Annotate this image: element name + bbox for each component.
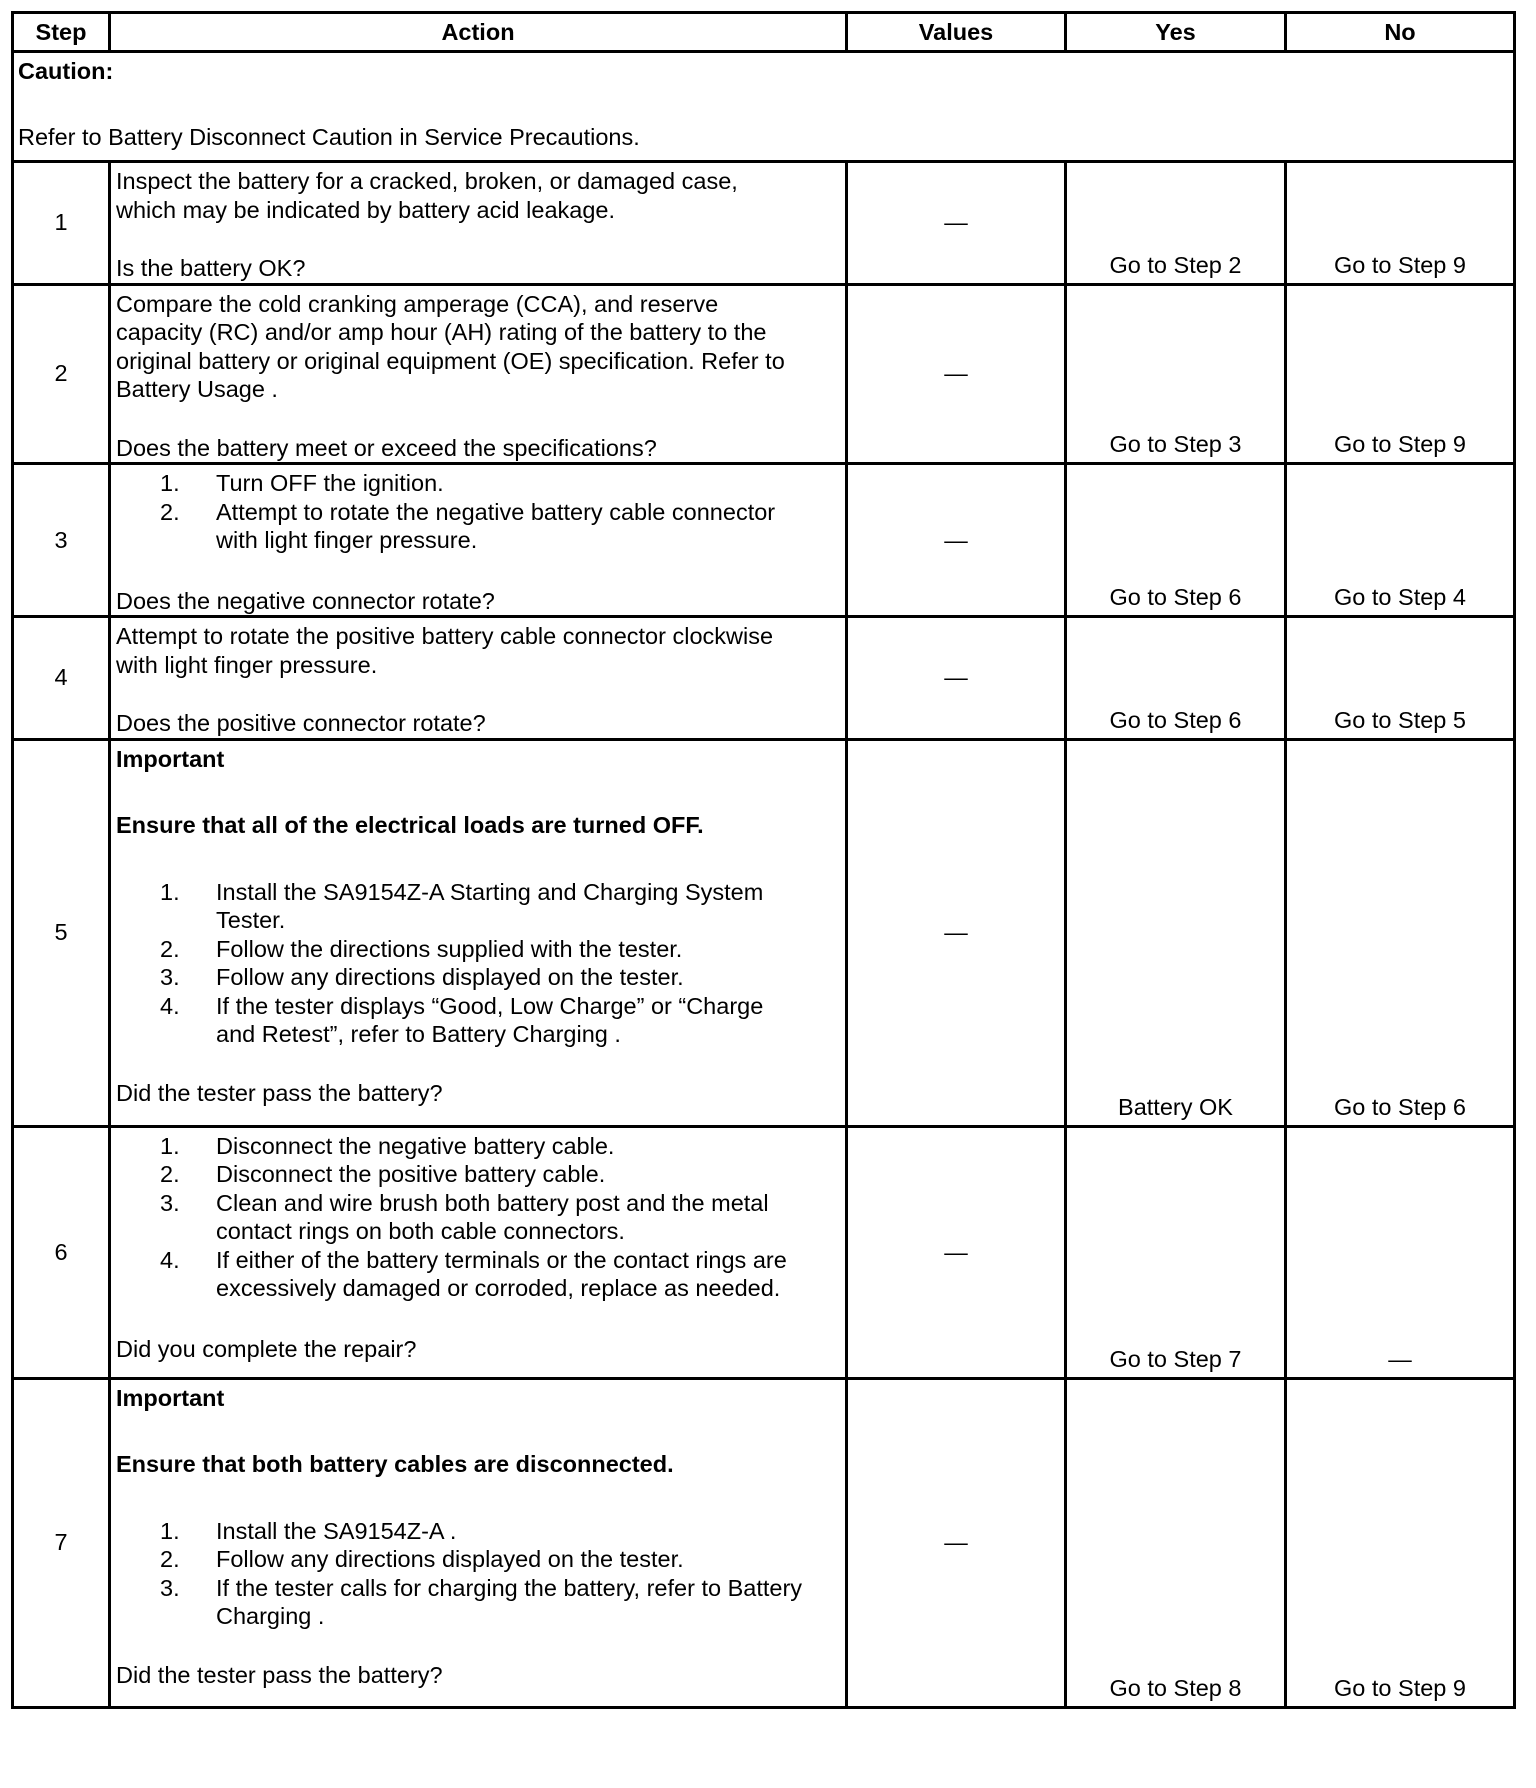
header-row <box>13 13 1515 52</box>
action-text: capacity (RC) and/or amp hour (AH) rating of the battery to the <box>116 319 767 345</box>
action-question: Did you complete the repair? <box>116 1335 417 1362</box>
important-text: Ensure that both battery cables are disconnected. <box>116 1451 674 1477</box>
list-number: 2. <box>160 935 180 962</box>
list-item <box>116 1545 841 1574</box>
list-text: Follow any directions displayed on the tester. <box>216 1546 684 1572</box>
list-item <box>116 878 841 935</box>
action-cell <box>110 739 847 1126</box>
list-text: If either of the battery terminals or the contact rings are <box>216 1246 787 1273</box>
list-item <box>116 1132 841 1161</box>
list-number: 1. <box>160 878 180 905</box>
header-values: Values <box>847 13 1066 52</box>
header-action: Action <box>110 13 847 52</box>
caution-title: Caution: <box>18 58 114 84</box>
list-number: 3. <box>160 1574 180 1601</box>
list-item <box>116 935 841 964</box>
list-text: Install the SA9154Z-A Starting and Charging System <box>216 878 764 905</box>
values-cell: — <box>847 1126 1066 1378</box>
action-question: Did the tester pass the battery? <box>116 1661 443 1688</box>
table-row <box>13 1126 1515 1378</box>
list-text: Disconnect the positive battery cable. <box>216 1161 606 1187</box>
table-row <box>13 1378 1515 1707</box>
header-no: No <box>1286 13 1515 52</box>
yes-result: Go to Step 2 <box>1066 162 1286 285</box>
values-cell: — <box>847 1378 1066 1707</box>
step-number: 4 <box>13 617 110 740</box>
action-text: Compare the cold cranking amperage (CCA), and reserve <box>116 290 719 317</box>
action-question: Does the positive connector rotate? <box>116 710 486 736</box>
list-item <box>116 1517 841 1546</box>
step-number: 6 <box>13 1126 110 1378</box>
action-text: which may be indicated by battery acid leakage. <box>116 196 616 223</box>
step-number: 7 <box>13 1378 110 1707</box>
no-result: Go to Step 4 <box>1286 464 1515 617</box>
caution-cell <box>13 52 1515 162</box>
yes-result: Go to Step 8 <box>1066 1378 1286 1707</box>
list-number: 4. <box>160 992 180 1019</box>
list-text: with light finger pressure. <box>216 527 478 553</box>
step-number: 3 <box>13 464 110 617</box>
action-steps <box>116 469 841 555</box>
action-cell <box>110 162 847 285</box>
action-text: Battery Usage . <box>116 376 278 402</box>
important-text: Ensure that all of the electrical loads are turned OFF. <box>116 812 704 838</box>
no-result: Go to Step 9 <box>1286 162 1515 285</box>
no-result: Go to Step 6 <box>1286 739 1515 1126</box>
action-steps <box>116 1517 841 1631</box>
step-number: 1 <box>13 162 110 285</box>
no-result: Go to Step 5 <box>1286 617 1515 740</box>
yes-result: Go to Step 6 <box>1066 617 1286 740</box>
list-item <box>116 963 841 992</box>
table-row <box>13 739 1515 1126</box>
list-item <box>116 1246 841 1303</box>
action-cell <box>110 1126 847 1378</box>
list-item <box>116 469 841 498</box>
list-number: 1. <box>160 1132 180 1159</box>
list-text: Disconnect the negative battery cable. <box>216 1132 615 1159</box>
values-cell: — <box>847 739 1066 1126</box>
action-question: Does the battery meet or exceed the specifications? <box>116 434 657 461</box>
list-text: If the tester calls for charging the battery, refer to Battery <box>216 1574 803 1601</box>
table-row <box>13 464 1515 617</box>
list-item <box>116 498 841 555</box>
list-text: excessively damaged or corroded, replace as needed. <box>216 1275 781 1301</box>
list-text: Follow the directions supplied with the tester. <box>216 935 683 962</box>
list-item <box>116 992 841 1049</box>
action-question: Does the negative connector rotate? <box>116 587 495 614</box>
action-question: Is the battery OK? <box>116 255 306 281</box>
action-steps <box>116 878 841 1049</box>
values-cell: — <box>847 617 1066 740</box>
list-text: and Retest”, refer to Battery Charging . <box>216 1021 621 1047</box>
table-row <box>13 284 1515 464</box>
yes-result: Go to Step 6 <box>1066 464 1286 617</box>
yes-result: Battery OK <box>1066 739 1286 1126</box>
diagnostic-table <box>11 11 1516 1709</box>
action-cell <box>110 284 847 464</box>
list-number: 2. <box>160 1546 180 1572</box>
action-cell <box>110 617 847 740</box>
no-result: Go to Step 9 <box>1286 284 1515 464</box>
action-text: Inspect the battery for a cracked, broken, or damaged case, <box>116 168 738 194</box>
list-item <box>116 1160 841 1189</box>
table-row <box>13 617 1515 740</box>
list-text: Tester. <box>216 907 286 933</box>
list-number: 1. <box>160 470 180 496</box>
header-step: Step <box>13 13 110 52</box>
list-number: 4. <box>160 1246 180 1273</box>
caution-row <box>13 52 1515 162</box>
caution-text: Refer to Battery Disconnect Caution in Service Precautions. <box>18 124 640 150</box>
yes-result: Go to Step 7 <box>1066 1126 1286 1378</box>
yes-result: Go to Step 3 <box>1066 284 1286 464</box>
important-label: Important <box>116 745 225 772</box>
list-number: 2. <box>160 1161 180 1187</box>
list-text: Turn OFF the ignition. <box>216 470 444 496</box>
action-cell <box>110 1378 847 1707</box>
list-text: If the tester displays “Good, Low Charge” or “Charge <box>216 992 764 1019</box>
action-steps <box>116 1132 841 1303</box>
table-row <box>13 162 1515 285</box>
list-text: Charging . <box>216 1603 325 1629</box>
no-result: Go to Step 9 <box>1286 1378 1515 1707</box>
list-number: 3. <box>160 1189 180 1216</box>
values-cell: — <box>847 284 1066 464</box>
step-number: 2 <box>13 284 110 464</box>
step-number: 5 <box>13 739 110 1126</box>
action-text: with light finger pressure. <box>116 651 378 678</box>
list-text: Follow any directions displayed on the tester. <box>216 964 684 990</box>
list-item <box>116 1574 841 1631</box>
list-number: 3. <box>160 964 180 990</box>
list-item <box>116 1189 841 1246</box>
action-text: original battery or original equipment (OE) specification. Refer to <box>116 347 785 374</box>
list-number: 2. <box>160 498 180 525</box>
list-text: Clean and wire brush both battery post and the metal <box>216 1189 769 1216</box>
action-question: Did the tester pass the battery? <box>116 1079 443 1106</box>
no-result: — <box>1286 1126 1515 1378</box>
values-cell: — <box>847 464 1066 617</box>
important-label: Important <box>116 1384 225 1411</box>
list-text: contact rings on both cable connectors. <box>216 1218 625 1244</box>
list-text: Attempt to rotate the negative battery cable connector <box>216 498 776 525</box>
action-text: Attempt to rotate the positive battery cable connector clockwise <box>116 623 774 649</box>
action-cell <box>110 464 847 617</box>
list-text: Install the SA9154Z-A . <box>216 1517 457 1544</box>
header-yes: Yes <box>1066 13 1286 52</box>
values-cell: — <box>847 162 1066 285</box>
list-number: 1. <box>160 1517 180 1544</box>
